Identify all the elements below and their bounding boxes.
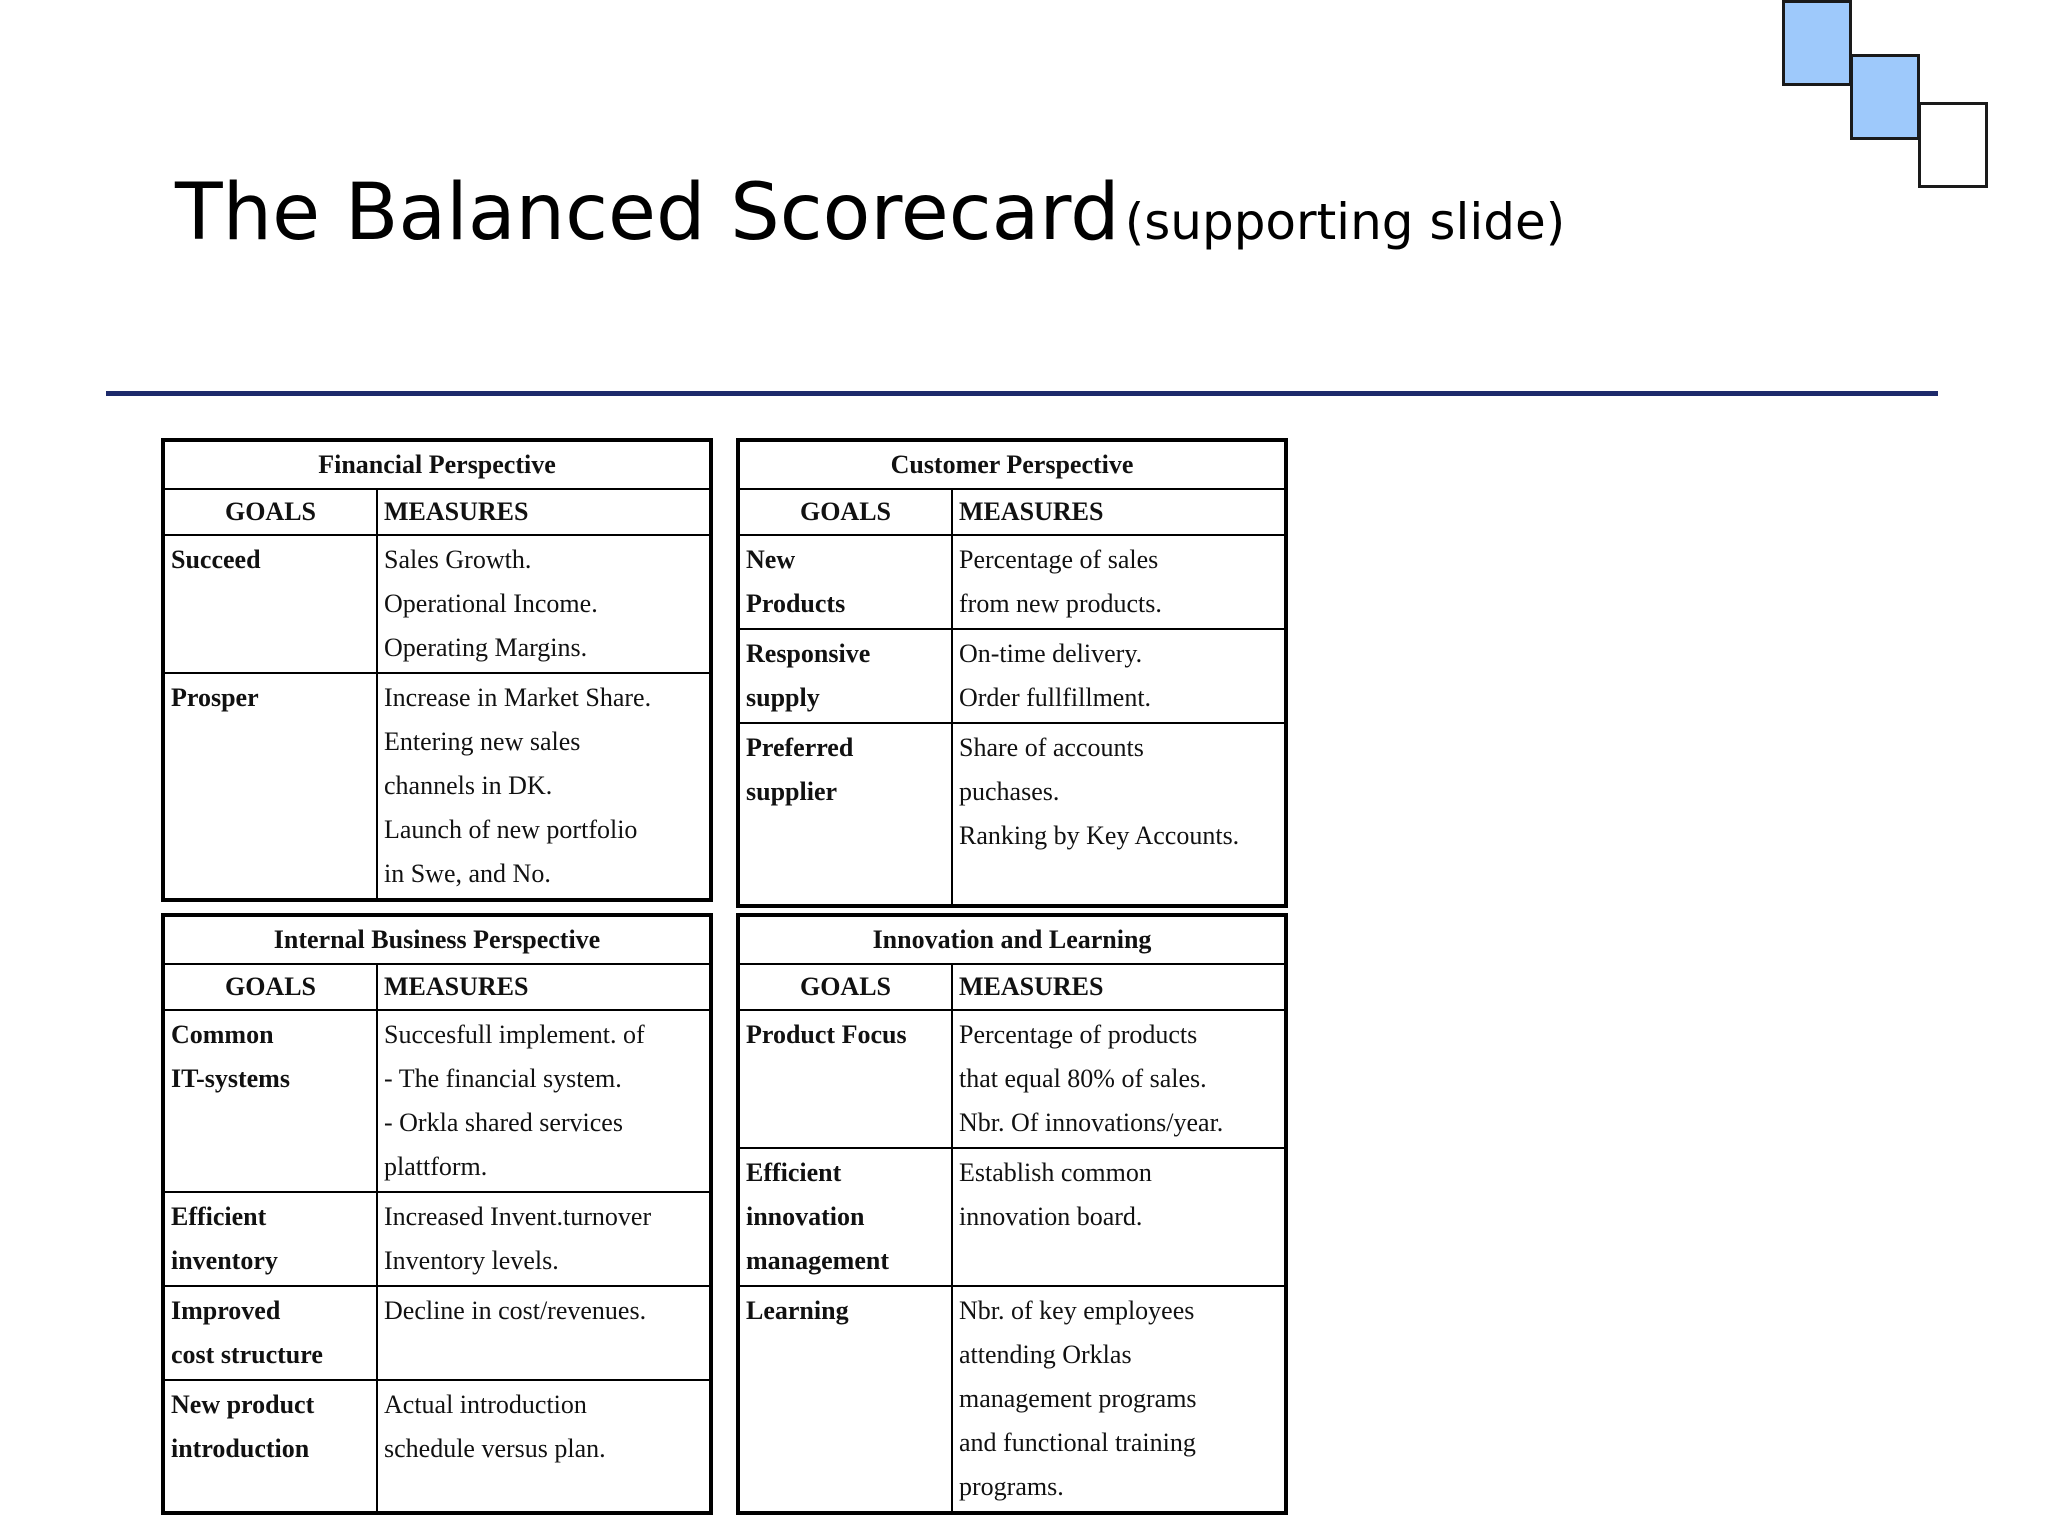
measure-text: plattform. bbox=[384, 1152, 488, 1181]
slide-title bbox=[175, 168, 1565, 258]
goal-cell bbox=[163, 673, 377, 900]
goal-cell bbox=[163, 535, 377, 673]
measure-text: management programs bbox=[959, 1384, 1197, 1413]
measures-cell bbox=[377, 535, 711, 673]
measure-text: and functional training bbox=[959, 1428, 1196, 1457]
table-row bbox=[163, 673, 711, 900]
table-row bbox=[163, 1286, 711, 1380]
goal-cell bbox=[738, 1148, 952, 1286]
goal-cell bbox=[738, 535, 952, 629]
slide-title-main: The Balanced Scorecard bbox=[175, 168, 1120, 258]
measure-text: Inventory levels. bbox=[384, 1246, 559, 1275]
measures-cell bbox=[952, 1148, 1286, 1286]
goal-text: inventory bbox=[171, 1246, 278, 1275]
measure-text: Ranking by Key Accounts. bbox=[959, 821, 1240, 850]
table-row bbox=[163, 1192, 711, 1286]
measure-text: Operating Margins. bbox=[384, 633, 588, 662]
goal-cell bbox=[738, 723, 952, 906]
table-title: Internal Business Perspective bbox=[163, 915, 711, 964]
measures-cell bbox=[952, 629, 1286, 723]
table-row bbox=[738, 1010, 1286, 1148]
measure-text: Increased Invent.turnover bbox=[384, 1202, 652, 1231]
measures-header: MEASURES bbox=[952, 964, 1286, 1010]
goal-text: Responsive bbox=[746, 639, 871, 668]
goal-text: Common bbox=[171, 1020, 274, 1049]
goal-text: Efficient bbox=[746, 1158, 842, 1187]
goal-text: supplier bbox=[746, 777, 838, 806]
measures-cell bbox=[377, 1286, 711, 1380]
goal-cell bbox=[163, 1010, 377, 1192]
financial-perspective-table bbox=[161, 438, 713, 902]
title-divider bbox=[106, 391, 1938, 396]
goal-cell bbox=[738, 1286, 952, 1513]
measure-text: Percentage of products bbox=[959, 1020, 1198, 1049]
measures-cell bbox=[952, 535, 1286, 629]
measure-text: innovation board. bbox=[959, 1202, 1143, 1231]
measure-text: programs. bbox=[959, 1472, 1064, 1501]
goal-text: cost structure bbox=[171, 1340, 323, 1369]
table-title: Financial Perspective bbox=[163, 440, 711, 489]
measure-text: - The financial system. bbox=[384, 1064, 622, 1093]
measures-cell bbox=[377, 673, 711, 900]
measures-header: MEASURES bbox=[952, 489, 1286, 535]
goal-text: Preferred bbox=[746, 733, 854, 762]
measure-text: Operational Income. bbox=[384, 589, 598, 618]
goals-header: GOALS bbox=[163, 964, 377, 1010]
customer-perspective-table bbox=[736, 438, 1288, 908]
table-row bbox=[163, 535, 711, 673]
measure-text: from new products. bbox=[959, 589, 1162, 618]
table-row bbox=[163, 1010, 711, 1192]
measure-text: in Swe, and No. bbox=[384, 859, 551, 888]
measure-text: Succesfull implement. of bbox=[384, 1020, 645, 1049]
goal-text: management bbox=[746, 1246, 889, 1275]
measure-text: channels in DK. bbox=[384, 771, 553, 800]
goal-cell bbox=[163, 1192, 377, 1286]
innovation-learning-table bbox=[736, 913, 1288, 1515]
goal-text: Efficient bbox=[171, 1202, 267, 1231]
measure-text: puchases. bbox=[959, 777, 1060, 806]
decorative-square-2 bbox=[1850, 54, 1920, 140]
table-row bbox=[738, 629, 1286, 723]
goals-header: GOALS bbox=[738, 964, 952, 1010]
measure-text: - Orkla shared services bbox=[384, 1108, 623, 1137]
measure-text: Nbr. Of innovations/year. bbox=[959, 1108, 1224, 1137]
measure-text: schedule versus plan. bbox=[384, 1434, 606, 1463]
measures-cell bbox=[952, 1286, 1286, 1513]
measure-text: Launch of new portfolio bbox=[384, 815, 638, 844]
goal-text: IT-systems bbox=[171, 1064, 290, 1093]
measure-text: Entering new sales bbox=[384, 727, 581, 756]
goal-text: Improved bbox=[171, 1296, 281, 1325]
measures-header: MEASURES bbox=[377, 489, 711, 535]
measure-text: Increase in Market Share. bbox=[384, 683, 652, 712]
goal-cell bbox=[163, 1286, 377, 1380]
measure-text: that equal 80% of sales. bbox=[959, 1064, 1207, 1093]
measure-text: Decline in cost/revenues. bbox=[384, 1296, 647, 1325]
measures-cell bbox=[377, 1010, 711, 1192]
measure-text: Share of accounts bbox=[959, 733, 1144, 762]
measure-text: Order fullfillment. bbox=[959, 683, 1152, 712]
table-row bbox=[738, 723, 1286, 906]
table-row bbox=[163, 1380, 711, 1513]
table-title: Innovation and Learning bbox=[738, 915, 1286, 964]
goal-text: Prosper bbox=[171, 683, 259, 712]
goals-header: GOALS bbox=[163, 489, 377, 535]
goal-cell bbox=[738, 629, 952, 723]
table-row bbox=[738, 1148, 1286, 1286]
goal-text: Succeed bbox=[171, 545, 261, 574]
table-row bbox=[738, 1286, 1286, 1513]
goal-text: New bbox=[746, 545, 796, 574]
measure-text: Establish common bbox=[959, 1158, 1152, 1187]
table-title: Customer Perspective bbox=[738, 440, 1286, 489]
decorative-square-1 bbox=[1782, 0, 1852, 86]
goal-cell bbox=[738, 1010, 952, 1148]
table-row bbox=[738, 535, 1286, 629]
goal-text: introduction bbox=[171, 1434, 310, 1463]
measure-text: Percentage of sales bbox=[959, 545, 1159, 574]
goal-text: New product bbox=[171, 1390, 315, 1419]
measure-text: Nbr. of key employees bbox=[959, 1296, 1195, 1325]
measure-text: On-time delivery. bbox=[959, 639, 1143, 668]
measure-text: attending Orklas bbox=[959, 1340, 1132, 1369]
measures-header: MEASURES bbox=[377, 964, 711, 1010]
goal-cell bbox=[163, 1380, 377, 1513]
goal-text: Products bbox=[746, 589, 846, 618]
goals-header: GOALS bbox=[738, 489, 952, 535]
measures-cell bbox=[377, 1380, 711, 1513]
goal-text: Product Focus bbox=[746, 1020, 907, 1049]
goal-text: Learning bbox=[746, 1296, 849, 1325]
measure-text: Actual introduction bbox=[384, 1390, 587, 1419]
measures-cell bbox=[952, 1010, 1286, 1148]
measures-cell bbox=[377, 1192, 711, 1286]
goal-text: supply bbox=[746, 683, 820, 712]
measure-text: Sales Growth. bbox=[384, 545, 532, 574]
goal-text: innovation bbox=[746, 1202, 865, 1231]
measures-cell bbox=[952, 723, 1286, 906]
slide-title-sub: (supporting slide) bbox=[1124, 193, 1566, 251]
internal-business-perspective-table bbox=[161, 913, 713, 1515]
decorative-square-3 bbox=[1918, 102, 1988, 188]
